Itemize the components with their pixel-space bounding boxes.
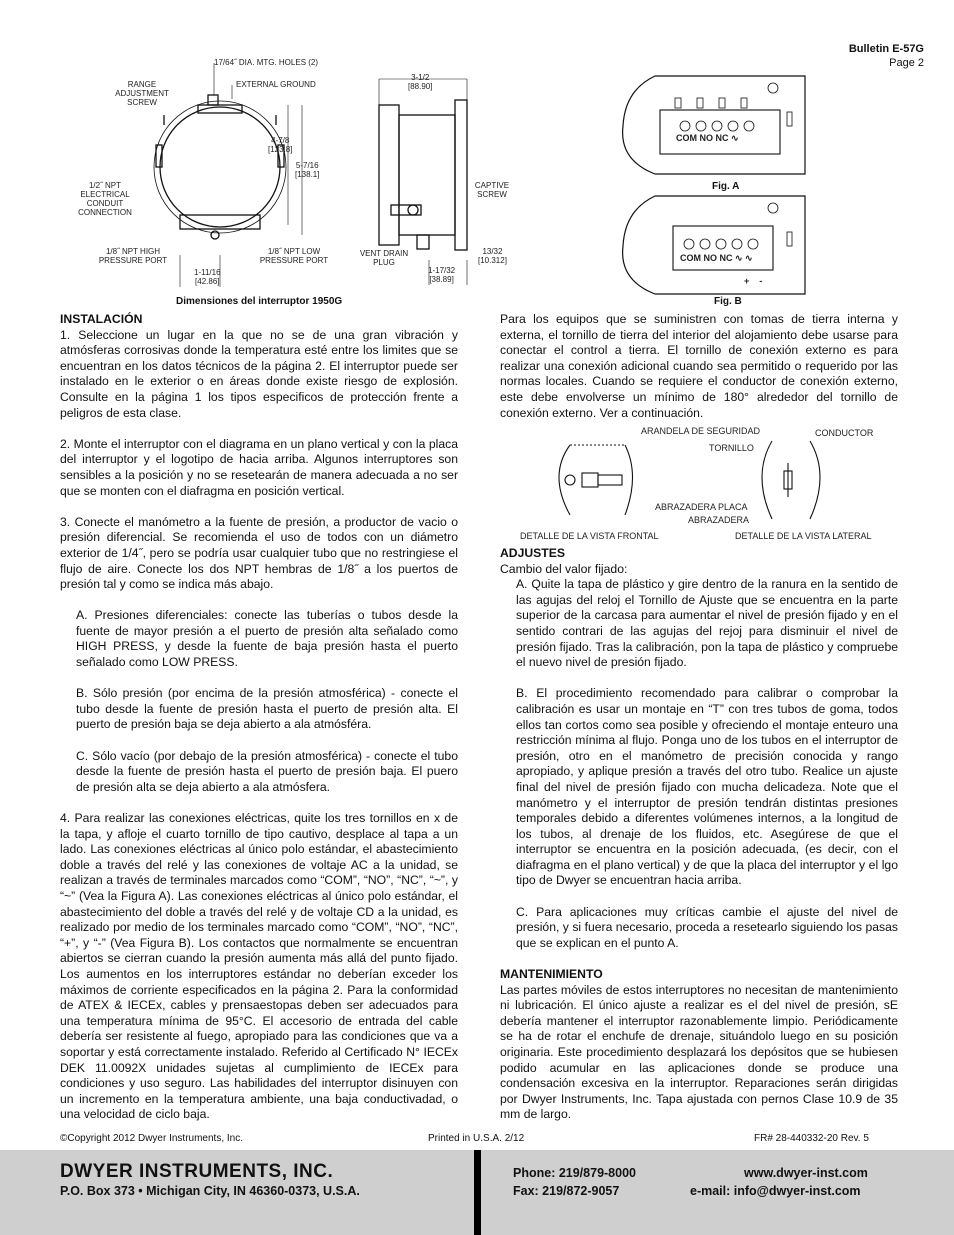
- dim-4-7-8: 4-7/8 [123.8]: [268, 136, 293, 154]
- ajustes-step-b: B. El procedimiento recomendado para calibrar o comprobar la calibración es usar un montaje en “T” con tres tubos de goma, todos ellos tan cortos como sea posible y ofreciendo el montaje enteuro una restricción mínima al flujo. Ponga uno de los tubos en el interruptor de presión, otro en el manómetro de precisión conocida y rango apropiado, y aplique presión a través del otro tubo. Realice un ajuste final del nivel de presión fijado con mucha delicadeza. Note que el manómetro y el interruptor de presión tendrán distintas presiones temporales debido a diferentes volúmenes internos, a la longitud de los tubos, al drenaje de los fluidos, etc. Asegúrese de que el interruptor se encuentra en la posición adecuada, (es decir, con el diafragma en el plano vertical) y de que la placa del interruptor y el lgo tipo de Dwyer se encuentran hacia arriba.: [516, 686, 898, 888]
- instalacion-step-2: 2. Monte el interruptor con el diagrama en un plano vertical y con la placa del interruptor y el logotipo de hacia arriba. Algunos interruptores son sensibles a la posición y no se resetearán de manera adecuada a no ser que se monten con el diafragma en posición vertical.: [60, 436, 458, 498]
- label-front-detail: DETALLE DE LA VISTA FRONTAL: [520, 531, 659, 541]
- dim-mtg-holes: 17/64˝ DIA. MTG. HOLES (2): [214, 58, 319, 67]
- fax: Fax: 219/872-9057: [513, 1184, 620, 1198]
- heading-mantenimiento: MANTENIMIENTO: [500, 967, 603, 982]
- label-tornillo: TORNILLO: [709, 443, 754, 453]
- label-conductor: CONDUCTOR: [815, 428, 874, 438]
- fig-a-label: Fig. A: [712, 181, 740, 192]
- dim-1-11-16: 1-11/16 [42.86]: [194, 268, 221, 286]
- dim-13-32: 13/32 [10.312]: [478, 247, 507, 265]
- label-conduit: 1/2˝ NPT ELECTRICAL CONDUIT CONNECTION: [78, 181, 132, 217]
- fig-b-polarity: + -: [744, 276, 763, 286]
- dim-1-17-32: 1-17/32 [38.89]: [428, 266, 456, 284]
- phone: Phone: 219/879-8000: [513, 1166, 636, 1180]
- instalacion-step-3: 3. Conecte el manómetro a la fuente de presión, a productor de vacio o presión diferencial. Se recomienda el uso de todos con un diámetro exterior de 1/4˝, pero se podría usar cualquier tubo que no restringiese el flujo de aire. Conecte los dos NPT hembras de 1/8˝ a los puertos de presión tal y como se indica más abajo.: [60, 514, 458, 592]
- fig-b-terminal-labels: COM NO NC ∿ ∿: [680, 253, 753, 263]
- printed-in: Printed in U.S.A. 2/12: [428, 1133, 525, 1144]
- wiring-figure-b: [615, 190, 810, 300]
- right-column: [500, 546, 898, 1123]
- label-low-port: 1/8˝ NPT LOW PRESSURE PORT: [259, 247, 329, 265]
- fig-b-label: Fig. B: [714, 296, 742, 307]
- label-abrazadera-placa: ABRAZADERA PLACA: [655, 502, 748, 512]
- label-captive-screw: CAPTIVE SCREW: [474, 181, 510, 199]
- left-column: [60, 312, 458, 1123]
- ground-paragraph: Para los equipos que se suministren con tomas de tierra interna y externa, el tornillo de tierra del interior del alojamiento debe usarse para conectar el control a tierra. El tornillo de conexión externo es para realizar una conexión adicional cuando sea permitido o requerido por las normas locales. Cuando se requiere el conductor de conexión externo, este debe envolverse un mínimo de 180° alrededor del tornillo de conexión externo. Ver a continuación.: [500, 312, 898, 420]
- instalacion-step-3b: B. Sólo presión (por encima de la presión atmosférica) - conecte el tubo desde la fuente de presión hasta el puerto de presión alta. El puerto de presión baja se deja abierto a ala atmósféra.: [76, 686, 458, 732]
- page-number: Page 2: [889, 57, 924, 69]
- label-external-ground: EXTERNAL GROUND: [236, 80, 316, 89]
- company-address: P.O. Box 373 • Michigan City, IN 46360-0373, U.S.A.: [60, 1184, 360, 1198]
- dim-3-1-2: 3-1/2 [88.90]: [408, 73, 433, 91]
- dimensions-caption: Dimensiones del interruptor 1950G: [176, 296, 343, 307]
- label-abrazadera: ABRAZADERA: [688, 515, 750, 525]
- ajustes-step-c: C. Para aplicaciones muy críticas cambie el ajuste del nivel de presión, y si fuera necesario, proceda a resetearlo siguiendo los pasas que se explican en el punto A.: [516, 904, 898, 950]
- label-arandela: ARANDELA DE SEGURIDAD: [641, 426, 761, 436]
- wiring-figure-a: [615, 70, 810, 180]
- mantenimiento-paragraph: Las partes móviles de estos interruptores no necesitan de mantenimiento ni lubricación. El único ajuste a realizar es el del nivel de presión, sE debería mantener el interruptor razonablemente limpio. Periódicamente se ha de rotar el enchufe de drenaje, situándolo luego en su posición originaria. Este procedimiento desplazará los depósitos que se hubiesen podido acumular en las aplicaciones donde se produce una condensación excesiva en la interruptor. Reparaciones serán dirigidas por Dwyer Instruments, Inc. Tapa ajustada con pernos Clase 10.9 de 35 mm de largo.: [500, 982, 898, 1122]
- bulletin-number: Bulletin E-57G: [848, 43, 924, 55]
- email-link[interactable]: e-mail: info@dwyer-inst.com: [690, 1184, 861, 1198]
- label-high-port: 1/8˝ NPT HIGH PRESSURE PORT: [98, 247, 168, 265]
- instalacion-step-4: 4. Para realizar las conexiones eléctricas, quite los tres tornillos en x de la tapa, y afloje el cuarto tornillo de tipo cautivo, desplace al tapa a un lado. Las conexiones eléctricas al único polo estándar, el abastecimiento doble a través del relé y las conexiones de voltaje AC a la unidad, se realizan a través de terminales marcados como “COM”, “NO”, “NC”, “~”, y “~” (Vea la Figura A). Las conexiones eléctricas al único polo estándar, el abastecimiento del doble a través del relé y de voltaje CD a la unidad, es realizado por medio de los terminales marcado como “COM”, “NO”, “NC”, “+”, y “-” (Vea Figura B). Los contactos que normalmente se encuentran abiertos se cierran cuando la presión aumenta más allá del punto fijado. Los aumentos en los interruptores estándar no deberían exceder los máximos de corriente especificados en la página 2. Para la conformidad de ATEX & IECEx, cables y prensaestopas deben ser adecuados para una temperatura mínima de 95°C. El accesorio de entrada del cable debería ser resistente al fuego, apropiado para las condiciones que va a soportar y está correctamente instalado. Referido al Certificado N° IECEx DEK 11.0092X unidades sujetas al cumplimiento de IECEx para condiciones y uso seguro. Las habilidades del interruptor disinuyen con un incremento en la temperatura ambiente, una baja conductivadad, o una velocidad de ciclo baja.: [60, 811, 458, 1122]
- label-side-detail: DETALLE DE LA VISTA LATERAL: [735, 531, 872, 541]
- fig-a-terminal-labels: COM NO NC ∿: [676, 133, 739, 143]
- copyright: ©Copyright 2012 Dwyer Instruments, Inc.: [60, 1133, 243, 1144]
- ajustes-step-a: A. Quite la tapa de plástico y gire dentro de la ranura en la sentido de las agujas del reloj el Tornillo de Ajuste que se encuentra en la parte superior de la carcasa para aumentar el nivel de presión fijado y en el sentido contrari de las agujas del rejoj para disminuir el nivel de presión fijado. Tras la calibración, pon la tapa de plástico y compruebe el nuevo nivel de presión fijado.: [516, 577, 898, 670]
- website-link[interactable]: www.dwyer-inst.com: [744, 1166, 868, 1180]
- footer-divider: [474, 1150, 481, 1235]
- bulletin-header: [849, 42, 924, 70]
- instalacion-step-1: 1. Seleccione un lugar en la que no se de una gran vibración y atmósferas corrosivas donde la temperatura esté entre los limites que se encuentran en los datos técnicos de la página 2. El interruptor puede ser instalado en le exterior o en áreas donde existe riesgo de explosión. Consulte en la página 1 los tipos especificos de protección frente a peligros de esta clase.: [60, 327, 458, 420]
- instalacion-step-3c: C. Sólo vacío (por debajo de la presión atmosférica) - conecte el tubo desde la fuente de presión hasta el puerto de presión baja. El puero de presión alta se deja abierto a ala atmósfera.: [76, 748, 458, 794]
- ajustes-intro: Cambio del valor fijado:: [500, 561, 628, 576]
- label-vent-drain: VENT DRAIN PLUG: [359, 249, 409, 267]
- heading-instalacion: INSTALACIÓN: [60, 312, 143, 326]
- dim-5-7-16: 5-7/16 [138.1]: [295, 161, 320, 179]
- right-column-top: [500, 312, 898, 421]
- form-number: FR# 28-440332-20 Rev. 5: [754, 1133, 869, 1144]
- heading-ajustes: ADJUSTES: [500, 546, 566, 560]
- instalacion-step-3a: A. Presiones diferenciales: conecte las tuberías o tubos desde la fuente de mayor presión a el puerto de presión alta señalado como HIGH PRESS, y desde la fuente de baja presión hasta el puerto señalado como LOW PRESS.: [76, 608, 458, 670]
- label-range-screw: RANGE ADJUSTMENT SCREW: [115, 80, 169, 107]
- company-name: DWYER INSTRUMENTS, INC.: [60, 1161, 334, 1182]
